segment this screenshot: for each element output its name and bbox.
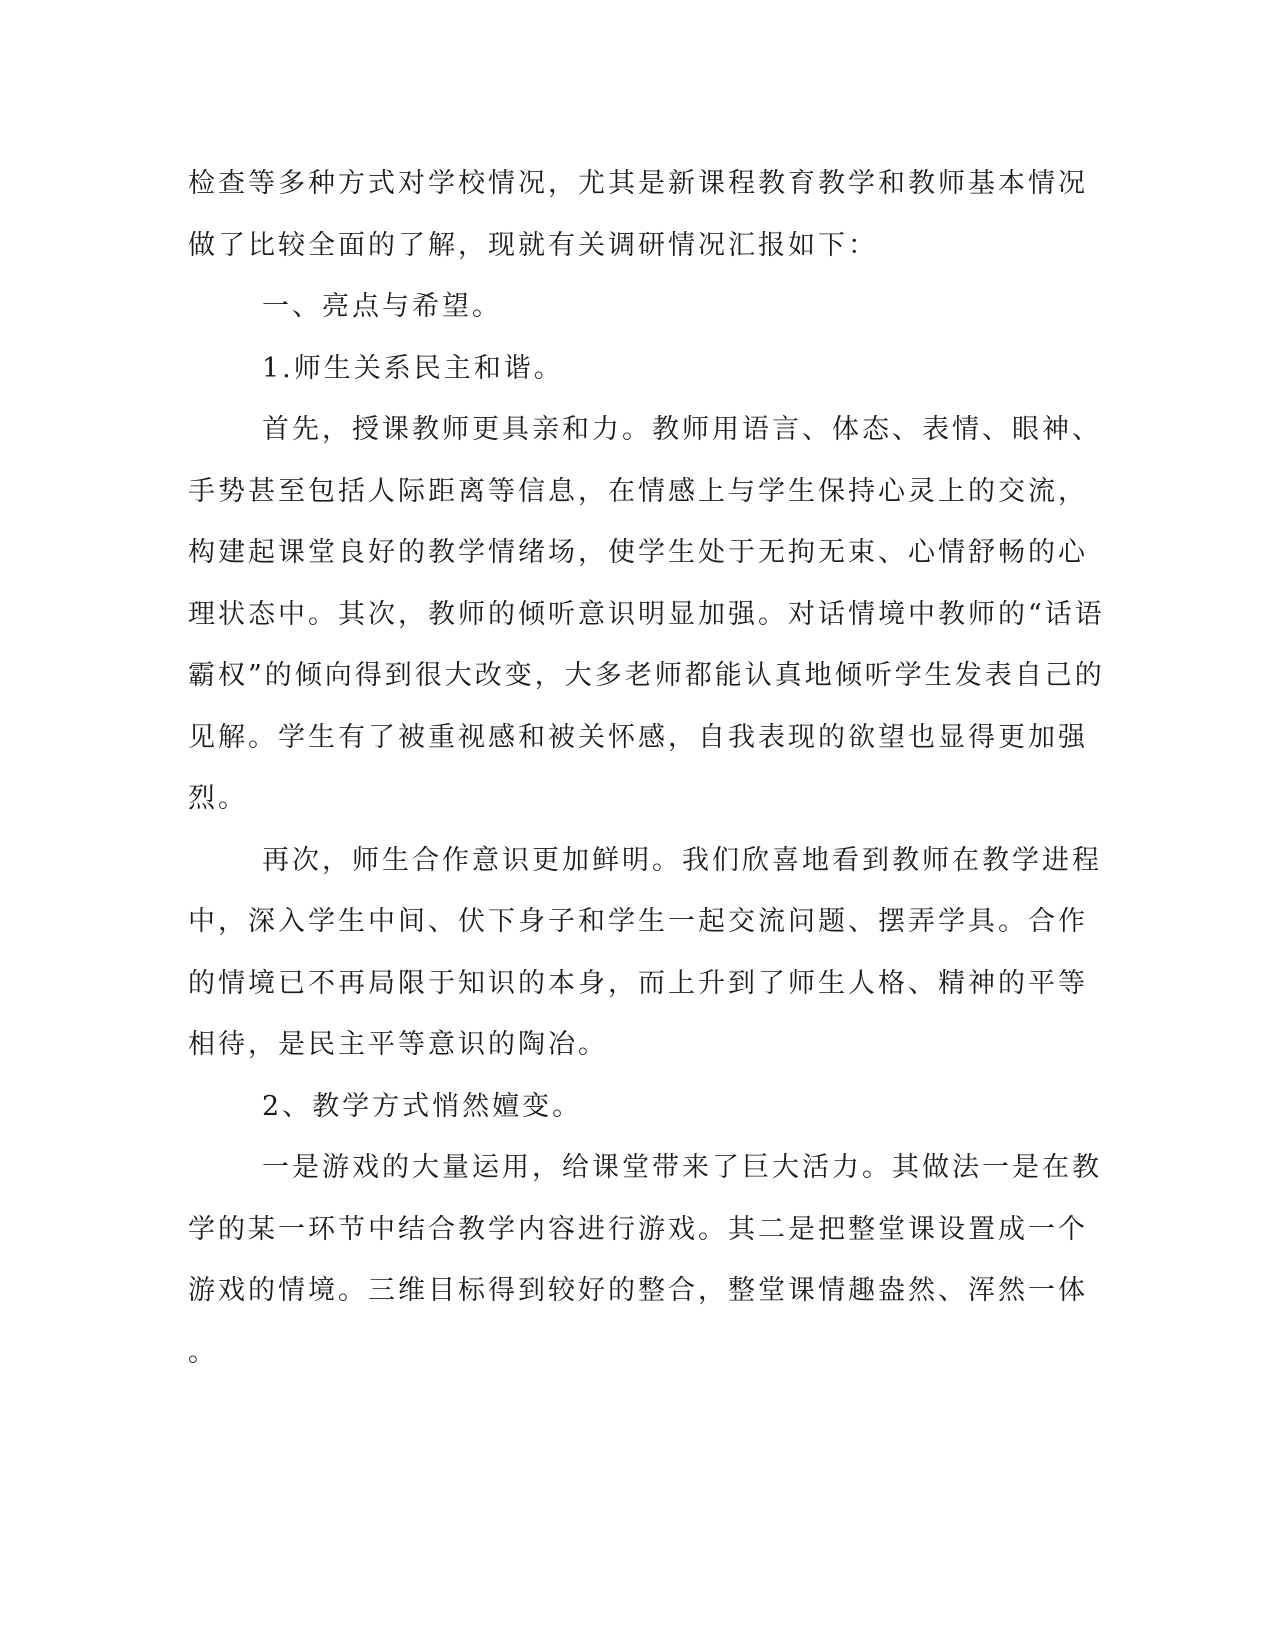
text-line: 。: [188, 1336, 218, 1368]
text-line: 学的某一环节中结合教学内容进行游戏。其二是把整堂课设置成一个: [188, 1213, 1088, 1245]
text-line: 霸权”的倾向得到很大改变，大多老师都能认真地倾听学生发表自己的: [188, 660, 1105, 691]
text-line: 见解。学生有了被重视感和被关怀感，自我表现的欲望也显得更加强: [188, 721, 1088, 753]
text-line: 检查等多种方式对学校情况，尤其是新课程教育教学和教师基本情况: [188, 168, 1088, 199]
text-line: 相待，是民主平等意识的陶冶。: [188, 1029, 608, 1060]
text-line: 烈。: [188, 783, 248, 814]
text-line: 中，深入学生中间、伏下身子和学生一起交流问题、摆弄学具。合作: [188, 906, 1088, 937]
text-line: 游戏的情境。三维目标得到较好的整合，整堂课情趣盎然、浑然一体: [188, 1275, 1088, 1306]
text-line: 一是游戏的大量运用，给课堂带来了巨大活力。其做法一是在教: [262, 1152, 1102, 1183]
text-line: 构建起课堂良好的教学情绪场，使学生处于无拘无束、心情舒畅的心: [188, 537, 1088, 568]
text-line: 理状态中。其次，教师的倾听意识明显加强。对话情境中教师的“话语: [188, 598, 1105, 630]
subsection-heading: 2、教学方式悄然嬗变。: [262, 1090, 583, 1122]
document-body: [188, 153, 1105, 1383]
text-line: 做了比较全面的了解，现就有关调研情况汇报如下：: [188, 229, 878, 261]
text-line: 的情境已不再局限于知识的本身，而上升到了师生人格、精神的平等: [188, 967, 1088, 999]
text-line: 再次，师生合作意识更加鲜明。我们欣喜地看到教师在教学进程: [262, 844, 1102, 876]
subsection-heading: 1.师生关系民主和谐。: [262, 352, 564, 384]
section-heading: 一、亮点与希望。: [262, 291, 502, 322]
text-line: 首先，授课教师更具亲和力。教师用语言、体态、表情、眼神、: [262, 414, 1102, 445]
text-line: 手势甚至包括人际距离等信息，在情感上与学生保持心灵上的交流，: [188, 475, 1088, 507]
